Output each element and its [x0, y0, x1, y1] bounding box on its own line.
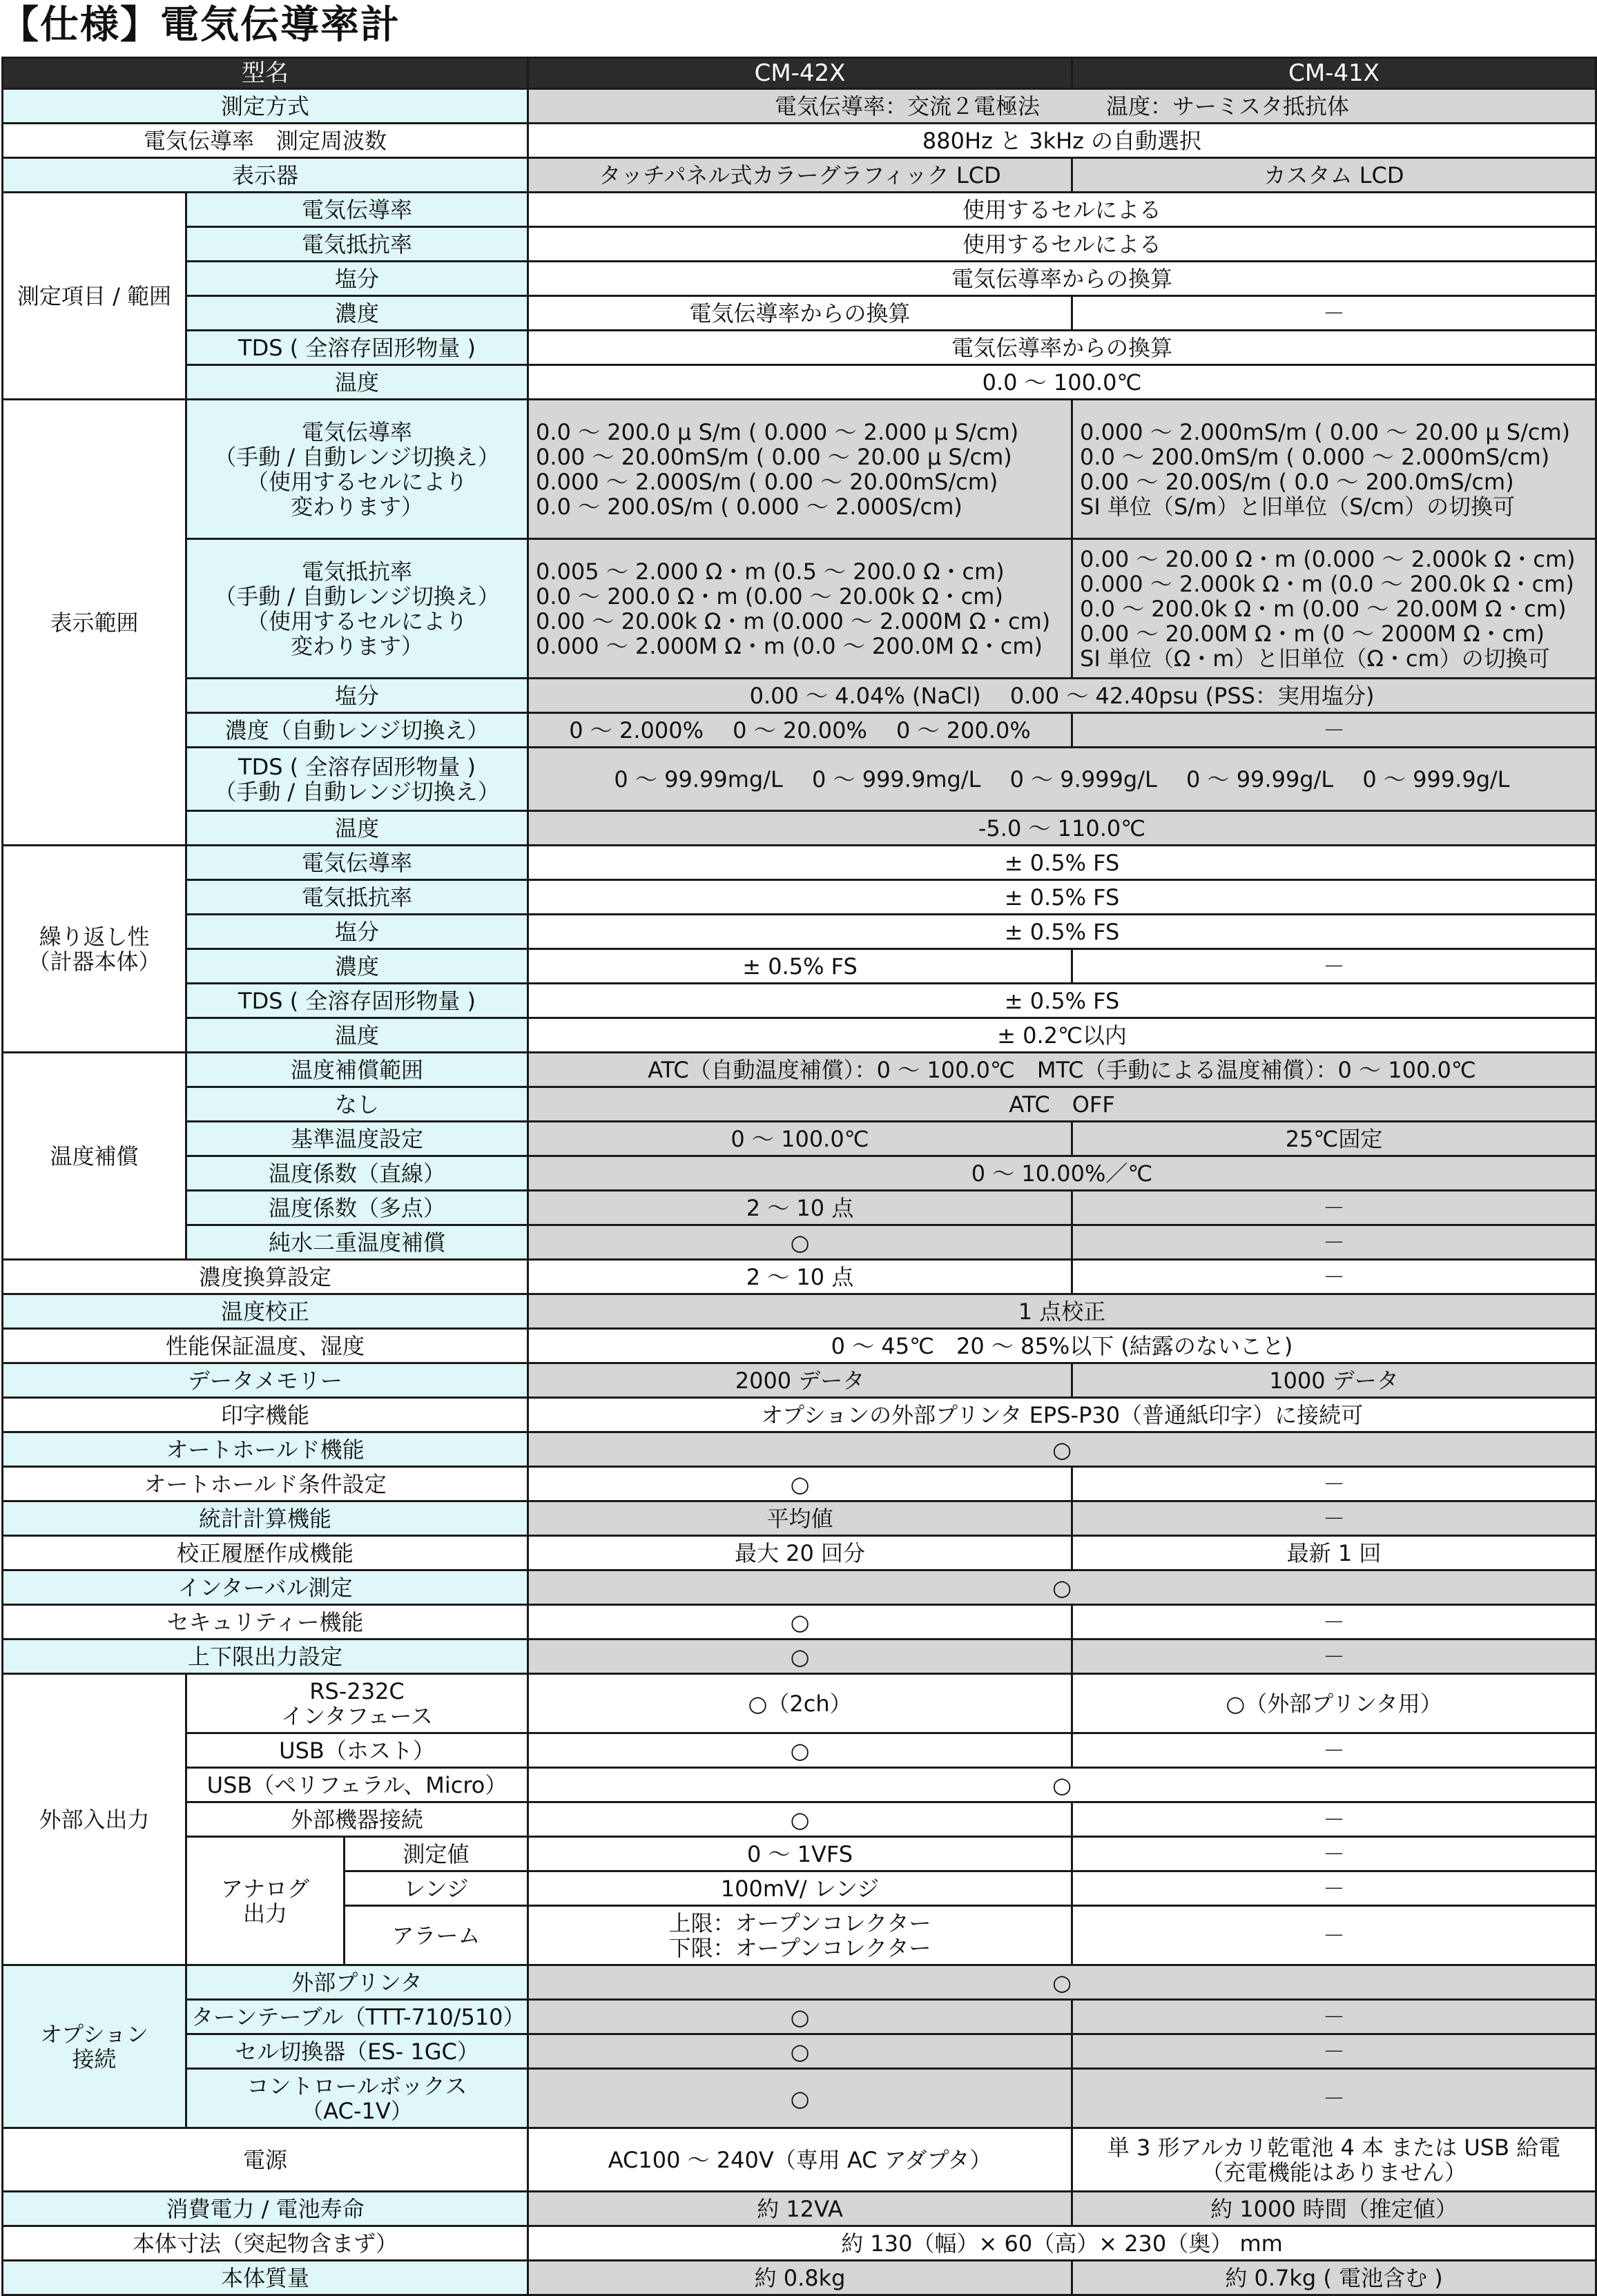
row-label: 消費電力 / 電池寿命: [3, 2192, 528, 2226]
row-label: 統計計算機能: [3, 1501, 528, 1536]
value-line: 0.000 ～ 2.000S/m ( 0.00 ～ 20.00mS/cm): [536, 468, 998, 495]
label-line: TDS ( 全溶存固形物量 ): [238, 753, 476, 780]
label-line: 出力: [242, 1900, 287, 1927]
row-value: 0.0 ～ 100.0℃: [528, 365, 1596, 400]
row-value: ± 0.2℃以内: [528, 1018, 1596, 1053]
label-line: オプション: [39, 2021, 149, 2047]
row-value: 0 ～ 99.99mg/L 0 ～ 999.9mg/L 0 ～ 9.999g/L 0 ～ 99.99g/L 0 ～ 999.9g/L: [528, 748, 1596, 811]
header-row: [3, 58, 1596, 89]
row-value: 使用するセルによる: [528, 193, 1596, 227]
row-label: 上下限出力設定: [3, 1640, 528, 1674]
row-value: ATC OFF: [528, 1087, 1596, 1122]
row-label: TDS ( 全溶存固形物量 ): [186, 984, 528, 1018]
value-line: 0.00 ～ 20.00k Ω・m (0.000 ～ 2.000M Ω・cm): [536, 607, 1051, 634]
table-row: [3, 227, 1596, 262]
row-label: 濃度: [186, 296, 528, 331]
table-row: [3, 679, 1596, 713]
cm42x-value: ○: [528, 1605, 1072, 1640]
row-value: 0 ～ 10.00%／℃: [528, 1156, 1596, 1191]
page-title: 【仕様】電気伝導率計: [0, 3, 400, 48]
row-label: なし: [186, 1087, 528, 1122]
row-label: セル切換器（ES- 1GC）: [186, 2034, 528, 2069]
group-label-analog: [186, 1837, 345, 1965]
cm41x-value: －: [1072, 2000, 1596, 2034]
table-row: [3, 1467, 1596, 1501]
value-line: 0.0 ～ 200.0S/m ( 0.000 ～ 2.000S/cm): [536, 493, 962, 520]
row-label: オートホールド機能: [3, 1432, 528, 1467]
cm41x-value: 約 0.7kg ( 電池含む ): [1072, 2261, 1596, 2295]
label-line: コントロールボックス: [246, 2072, 467, 2099]
label-line: 電気伝導率: [302, 418, 413, 445]
row-label: レンジ: [345, 1871, 528, 1906]
table-row: [3, 1536, 1596, 1570]
cm41x-value: －: [1072, 1871, 1596, 1906]
row-value: ± 0.5% FS: [528, 984, 1596, 1018]
value-line: 0.00 ～ 20.00M Ω・m (0 ～ 2000M Ω・cm): [1080, 620, 1545, 647]
cm42x-value: 100mV/ レンジ: [528, 1871, 1072, 1906]
cm42x-value: [528, 400, 1072, 539]
cm42x-value: ○: [528, 1225, 1072, 1260]
table-row: [3, 124, 1596, 158]
row-value: ± 0.5% FS: [528, 915, 1596, 949]
cm41x-value: －: [1072, 1225, 1596, 1260]
cm42x-value: AC100 ～ 240V（専用 AC アダプタ）: [528, 2128, 1072, 2192]
row-label: 電気抵抗率: [186, 227, 528, 262]
cm42x-value: ○: [528, 1733, 1072, 1768]
row-label: [186, 400, 528, 539]
table-row: [3, 880, 1596, 915]
row-label: 印字機能: [3, 1398, 528, 1432]
row-label: 電気伝導率 測定周波数: [3, 124, 528, 158]
cm41x-value: [1072, 2128, 1596, 2192]
row-value: 880Hz と 3kHz の自動選択: [528, 124, 1596, 158]
row-label: 本体質量: [3, 2261, 528, 2295]
label-line: （手動 / 自動レンジ切換え）: [214, 443, 500, 470]
row-value: ± 0.5% FS: [528, 880, 1596, 915]
cm41x-value: －: [1072, 1191, 1596, 1225]
row-label: 温度: [186, 811, 528, 846]
table-row: [3, 1294, 1596, 1329]
row-value: ○: [528, 1965, 1596, 2000]
table-row: [3, 331, 1596, 365]
row-label: 塩分: [186, 262, 528, 296]
row-value: オプションの外部プリンタ EPS-P30（普通紙印字）に接続可: [528, 1398, 1596, 1432]
row-value: 0.00 ～ 4.04% (NaCl) 0.00 ～ 42.40psu (PSS：実用塩分): [528, 679, 1596, 713]
row-label: 校正履歴作成機能: [3, 1536, 528, 1570]
table-row: [3, 748, 1596, 811]
row-value: 0 ～ 45℃ 20 ～ 85%以下 (結露のないこと): [528, 1329, 1596, 1363]
cm42x-value: 電気伝導率からの換算: [528, 296, 1072, 331]
row-label: 表示器: [3, 158, 528, 193]
cm42x-value: ○: [528, 2000, 1072, 2034]
cm41x-value: －: [1072, 1605, 1596, 1640]
table-row: [3, 1156, 1596, 1191]
cm42x-value: ○（2ch）: [528, 1674, 1072, 1733]
row-label: 外部プリンタ: [186, 1965, 528, 2000]
cm42x-value: 0 ～ 2.000% 0 ～ 20.00% 0 ～ 200.0%: [528, 713, 1072, 748]
table-row: [3, 846, 1596, 880]
label-line: （計器本体）: [28, 948, 161, 975]
table-row: [3, 949, 1596, 984]
label-line: 繰り返し性: [39, 923, 150, 950]
table-row: [3, 400, 1596, 539]
value-line: SI 単位（S/m）と旧単位（S/cm）の切換可: [1080, 493, 1516, 520]
group-label-temp-compensation: 温度補償: [3, 1053, 186, 1260]
table-row: [3, 1733, 1596, 1768]
cm42x-value: 2 ～ 10 点: [528, 1260, 1072, 1294]
cm41x-value: －: [1072, 1467, 1596, 1501]
table-row: [3, 2226, 1596, 2261]
value-line: 0.0 ～ 200.0 Ω・m (0.00 ～ 20.00k Ω・cm): [536, 583, 1003, 610]
row-label: 濃度（自動レンジ切換え）: [186, 713, 528, 748]
table-row: [3, 1122, 1596, 1156]
row-label: 本体寸法（突起物含まず）: [3, 2226, 528, 2261]
label-line: （使用するセルにより: [246, 607, 468, 634]
cm41x-value: 25℃固定: [1072, 1122, 1596, 1156]
table-row: [3, 365, 1596, 400]
value-line: 下限：オープンコレクター: [668, 1934, 931, 1961]
table-row: [3, 296, 1596, 331]
row-label: [186, 748, 528, 811]
table-row: [3, 158, 1596, 193]
cm42x-value: [528, 1906, 1072, 1965]
row-value: ATC（自動温度補償）：0 ～ 100.0℃ MTC（手動による温度補償）：0 ～ 100.0℃: [528, 1053, 1596, 1087]
row-label: 性能保証温度、湿度: [3, 1329, 528, 1363]
table-row: [3, 1053, 1596, 1087]
row-label: 温度校正: [3, 1294, 528, 1329]
value-line: 0.005 ～ 2.000 Ω・m (0.5 ～ 200.0 Ω・cm): [536, 558, 1005, 585]
label-line: 接続: [72, 2045, 117, 2072]
cm41x-value: [1072, 400, 1596, 539]
value-line: SI 単位（Ω・m）と旧単位（Ω・cm）の切換可: [1080, 645, 1550, 672]
cm42x-value: 0 ～ 100.0℃: [528, 1122, 1072, 1156]
table-row: [3, 915, 1596, 949]
value-line: 0.0 ～ 200.0 μ S/m ( 0.000 ～ 2.000 μ S/cm): [536, 418, 1019, 445]
row-value: ○: [528, 1768, 1596, 1802]
table-row: [3, 1398, 1596, 1432]
label-line: （手動 / 自動レンジ切換え）: [214, 583, 500, 610]
row-label: 温度: [186, 1018, 528, 1053]
cm41x-value: －: [1072, 1260, 1596, 1294]
value-line: 0.00 ～ 20.00S/m ( 0.0 ～ 200.0mS/cm): [1080, 468, 1514, 495]
cm42x-value: 2 ～ 10 点: [528, 1191, 1072, 1225]
table-row: [3, 193, 1596, 227]
cm41x-value: －: [1072, 2034, 1596, 2069]
cm42x-value: 平均値: [528, 1501, 1072, 1536]
row-label: 電気伝導率: [186, 193, 528, 227]
table-row: [3, 1191, 1596, 1225]
row-label: アラーム: [345, 1906, 528, 1965]
cm42x-value: ○: [528, 1640, 1072, 1674]
value-line: 0.000 ～ 2.000M Ω・m (0.0 ～ 200.0M Ω・cm): [536, 632, 1043, 659]
table-row: [3, 1432, 1596, 1467]
group-label-options: [3, 1965, 186, 2128]
group-label-display-range: 表示範囲: [3, 400, 186, 846]
row-label: 塩分: [186, 915, 528, 949]
cm41x-value: －: [1072, 949, 1596, 984]
row-label: 濃度換算設定: [3, 1260, 528, 1294]
row-value: 電気伝導率からの換算: [528, 262, 1596, 296]
label-line: （手動 / 自動レンジ切換え）: [214, 778, 500, 805]
row-label: 温度係数（直線）: [186, 1156, 528, 1191]
cm41x-value: －: [1072, 1837, 1596, 1871]
row-label: USB（ペリフェラル、Micro）: [186, 1768, 528, 1802]
table-row: [3, 1363, 1596, 1398]
row-label: 温度係数（多点）: [186, 1191, 528, 1225]
label-line: （使用するセルにより: [246, 468, 468, 495]
cm41x-value: －: [1072, 296, 1596, 331]
value-line: 0.000 ～ 2.000mS/m ( 0.00 ～ 20.00 μ S/cm): [1080, 418, 1571, 445]
table-row: [3, 2261, 1596, 2295]
row-label: 塩分: [186, 679, 528, 713]
row-label: 基準温度設定: [186, 1122, 528, 1156]
row-value: 1 点校正: [528, 1294, 1596, 1329]
cm41x-value: 1000 データ: [1072, 1363, 1596, 1398]
row-value: ○: [528, 1570, 1596, 1605]
table-row: [3, 713, 1596, 748]
spec-table: [1, 57, 1597, 2296]
row-label: 外部機器接続: [186, 1802, 528, 1837]
table-row: [3, 2192, 1596, 2226]
row-value: 電気伝導率からの換算: [528, 331, 1596, 365]
value-line: （充電機能はありません）: [1201, 2159, 1467, 2186]
cm42x-value: ○: [528, 1802, 1072, 1837]
row-label: 測定値: [345, 1837, 528, 1871]
cm41x-value: [1072, 539, 1596, 679]
table-row: [3, 89, 1596, 124]
cm42x-value: 約 12VA: [528, 2192, 1072, 2226]
row-label: 測定方式: [3, 89, 528, 124]
table-row: [3, 539, 1596, 679]
table-row: [3, 1225, 1596, 1260]
cm41x-value: －: [1072, 1802, 1596, 1837]
row-label: 温度: [186, 365, 528, 400]
value-line: 0.00 ～ 20.00mS/m ( 0.00 ～ 20.00 μ S/cm): [536, 443, 1012, 470]
table-row: [3, 1802, 1596, 1837]
table-row: [3, 1501, 1596, 1536]
cm42x-value: ± 0.5% FS: [528, 949, 1072, 984]
cm41x-value: ○（外部プリンタ用）: [1072, 1674, 1596, 1733]
group-label-measurement-items: 測定項目 / 範囲: [3, 193, 186, 400]
header-cm41x: CM-41X: [1072, 58, 1596, 89]
value-line: 上限：オープンコレクター: [668, 1909, 931, 1936]
cm41x-value: －: [1072, 713, 1596, 748]
row-label: [186, 2069, 528, 2128]
table-row: [3, 1087, 1596, 1122]
table-row: [3, 1965, 1596, 2000]
row-label: セキュリティー機能: [3, 1605, 528, 1640]
table-row: [3, 1605, 1596, 1640]
value-line: 0.0 ～ 200.0mS/m ( 0.000 ～ 2.000mS/cm): [1080, 443, 1550, 470]
row-label: 純水二重温度補償: [186, 1225, 528, 1260]
row-label: 電源: [3, 2128, 528, 2192]
row-label: 温度補償範囲: [186, 1053, 528, 1087]
row-label: 電気抵抗率: [186, 880, 528, 915]
cm41x-value: 約 1000 時間（推定値）: [1072, 2192, 1596, 2226]
header-cm42x: CM-42X: [528, 58, 1072, 89]
row-label: オートホールド条件設定: [3, 1467, 528, 1501]
cm41x-value: －: [1072, 1906, 1596, 1965]
table-row: [3, 2034, 1596, 2069]
row-value: 使用するセルによる: [528, 227, 1596, 262]
group-label-io: 外部入出力: [3, 1674, 186, 1965]
cm42x-value: 0 ～ 1VFS: [528, 1837, 1072, 1871]
value-line: 単 3 形アルカリ乾電池 4 本 または USB 給電: [1107, 2134, 1561, 2161]
table-row: [3, 2128, 1596, 2192]
label-line: RS-232C: [309, 1677, 405, 1704]
cm42x-value: [528, 539, 1072, 679]
row-label: TDS ( 全溶存固形物量 ): [186, 331, 528, 365]
cm41x-value: －: [1072, 1640, 1596, 1674]
value-line: 0.00 ～ 20.00 Ω・m (0.000 ～ 2.000k Ω・cm): [1080, 545, 1576, 572]
group-label-repeatability: [3, 846, 186, 1053]
table-row: [3, 1640, 1596, 1674]
table-row: [3, 811, 1596, 846]
table-row: [3, 2069, 1596, 2128]
label-line: インタフェース: [281, 1702, 433, 1729]
table-row: [3, 1260, 1596, 1294]
row-label: データメモリー: [3, 1363, 528, 1398]
cm42x-value: タッチパネル式カラーグラフィック LCD: [528, 158, 1072, 193]
cm42x-value: 最大 20 回分: [528, 1536, 1072, 1570]
table-row: [3, 262, 1596, 296]
cm42x-value: 2000 データ: [528, 1363, 1072, 1398]
cm42x-value: 約 0.8kg: [528, 2261, 1072, 2295]
row-value: 電気伝導率：交流２電極法 温度：サーミスタ抵抗体: [528, 89, 1596, 124]
cm41x-value: 最新 1 回: [1072, 1536, 1596, 1570]
label-line: アナログ: [220, 1875, 309, 1902]
table-row: [3, 1837, 1596, 1871]
cm41x-value: －: [1072, 1733, 1596, 1768]
row-value: 約 130（幅）× 60（高）× 230（奥） mm: [528, 2226, 1596, 2261]
cm42x-value: ○: [528, 2069, 1072, 2128]
header-model: 型名: [3, 58, 528, 89]
table-row: [3, 1018, 1596, 1053]
label-line: 変わります）: [291, 632, 424, 659]
row-value: ○: [528, 1432, 1596, 1467]
table-row: [3, 1329, 1596, 1363]
cm42x-value: ○: [528, 1467, 1072, 1501]
cm41x-value: －: [1072, 1501, 1596, 1536]
cm42x-value: ○: [528, 2034, 1072, 2069]
cm41x-value: カスタム LCD: [1072, 158, 1596, 193]
cm41x-value: －: [1072, 2069, 1596, 2128]
row-label: ターンテーブル（TTT-710/510）: [186, 2000, 528, 2034]
table-row: [3, 1768, 1596, 1802]
row-label: インターバル測定: [3, 1570, 528, 1605]
row-label: 電気伝導率: [186, 846, 528, 880]
table-row: [3, 2000, 1596, 2034]
label-line: 電気抵抗率: [302, 558, 413, 585]
table-row: [3, 1674, 1596, 1733]
value-line: 0.000 ～ 2.000k Ω・m (0.0 ～ 200.0k Ω・cm): [1080, 570, 1574, 597]
row-label: [186, 1674, 528, 1733]
row-label: [186, 539, 528, 679]
row-value: -5.0 ～ 110.0℃: [528, 811, 1596, 846]
table-row: [3, 984, 1596, 1018]
row-value: ± 0.5% FS: [528, 846, 1596, 880]
value-line: 0.0 ～ 200.0k Ω・m (0.00 ～ 20.00M Ω・cm): [1080, 595, 1567, 622]
row-label: USB（ホスト）: [186, 1733, 528, 1768]
label-line: 変わります）: [291, 493, 424, 520]
row-label: 濃度: [186, 949, 528, 984]
table-row: [3, 1570, 1596, 1605]
label-line: （AC-1V）: [301, 2097, 413, 2124]
